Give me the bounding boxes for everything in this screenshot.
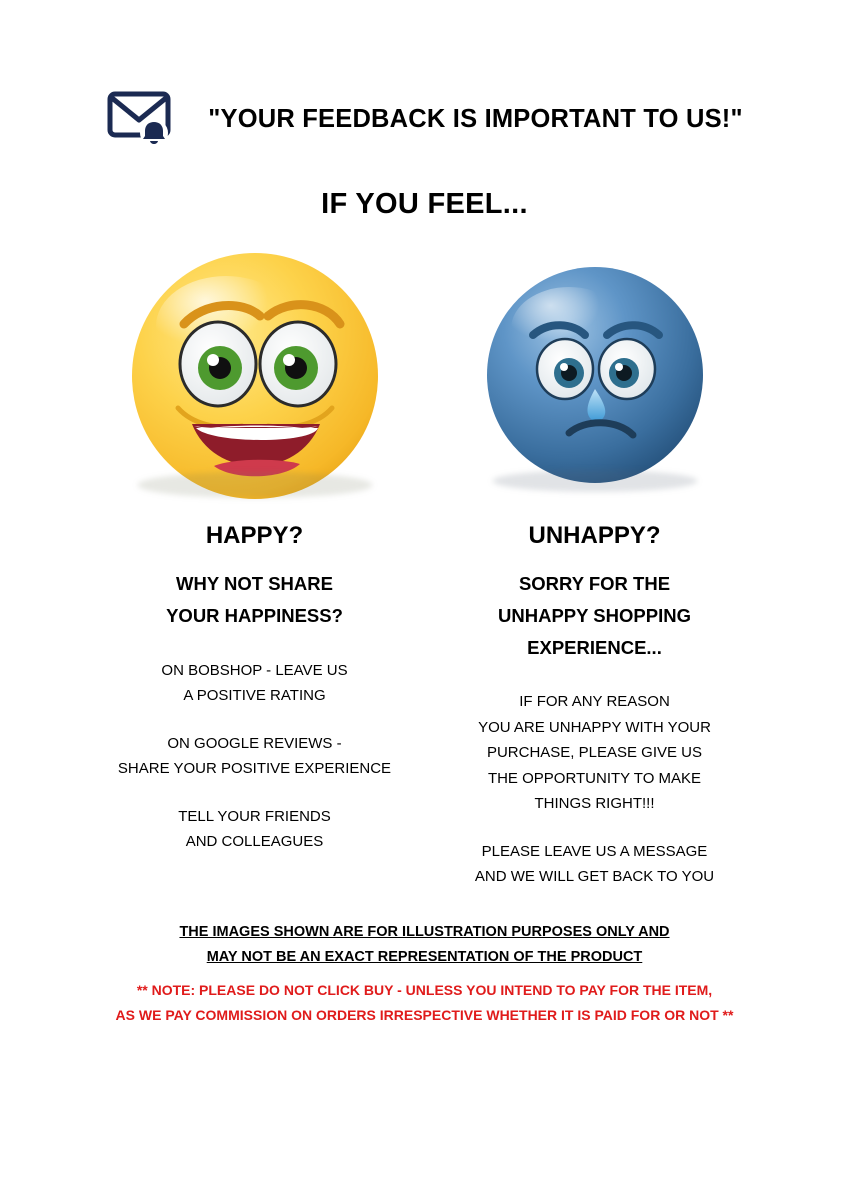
- happy-body-line: A POSITIVE RATING: [183, 687, 326, 705]
- mail-bell-icon: [106, 88, 180, 150]
- happy-body-line: ON GOOGLE REVIEWS -: [167, 734, 342, 752]
- footer: [0, 920, 849, 1028]
- happy-subtitle-line: YOUR HAPPINESS?: [166, 604, 343, 626]
- unhappy-body-line: AND WE WILL GET BACK TO YOU: [474, 868, 715, 886]
- unhappy-title: UNHAPPY?: [528, 522, 661, 549]
- happy-subtitle: [85, 568, 425, 632]
- subheading: IF YOU FEEL...: [321, 188, 528, 220]
- happy-paragraph: [85, 658, 425, 709]
- feedback-columns: [0, 241, 849, 890]
- happy-paragraph: [85, 804, 425, 855]
- unhappy-subtitle-line: EXPERIENCE...: [527, 636, 662, 658]
- unhappy-face-shadow: [492, 470, 697, 492]
- happy-title: HAPPY?: [205, 522, 304, 549]
- disclaimer-line: THE IMAGES SHOWN ARE FOR ILLUSTRATION PURPOSES ONLY AND: [179, 924, 670, 940]
- unhappy-subtitle-line: UNHAPPY SHOPPING: [498, 604, 691, 626]
- unhappy-face-wrap: [425, 241, 765, 516]
- happy-face-shadow: [137, 472, 372, 498]
- disclaimer-line: MAY NOT BE AN EXACT REPRESENTATION OF THE PRODUCT: [206, 949, 643, 966]
- happy-body-line: AND COLLEAGUES: [185, 833, 324, 851]
- unhappy-body-line: PLEASE LEAVE US A MESSAGE: [481, 842, 708, 860]
- happy-body-line: SHARE YOUR POSITIVE EXPERIENCE: [117, 760, 392, 778]
- unhappy-body-line: IF FOR ANY REASON: [519, 693, 670, 711]
- happy-body: [85, 658, 425, 855]
- unhappy-subtitle: [425, 568, 765, 663]
- header: [0, 0, 849, 150]
- purchase-note-line: AS WE PAY COMMISSION ON ORDERS IRRESPECTIVE WHETHER IT IS PAID FOR OR NOT **: [115, 1006, 734, 1023]
- purchase-note: [0, 978, 849, 1028]
- happy-column: [85, 241, 425, 890]
- happy-subtitle-line: WHY NOT SHARE: [176, 573, 333, 594]
- unhappy-body: [425, 689, 765, 890]
- page-title: "YOUR FEEDBACK IS IMPORTANT TO US!": [208, 104, 743, 133]
- unhappy-paragraph: [425, 689, 765, 817]
- happy-body-line: TELL YOUR FRIENDS: [178, 807, 331, 825]
- purchase-note-line: ** NOTE: PLEASE DO NOT CLICK BUY - UNLESS YOU INTEND TO PAY FOR THE ITEM,: [136, 981, 713, 998]
- unhappy-body-line: THINGS RIGHT!!!: [534, 795, 655, 813]
- sad-face-emoji: [477, 261, 713, 497]
- happy-body-line: ON BOBSHOP - LEAVE US: [161, 661, 348, 679]
- unhappy-subtitle-line: SORRY FOR THE: [518, 573, 671, 594]
- unhappy-column: [425, 241, 765, 890]
- happy-paragraph: [85, 731, 425, 782]
- happy-face-emoji: [122, 248, 388, 510]
- unhappy-paragraph: [425, 839, 765, 890]
- unhappy-body-line: PURCHASE, PLEASE GIVE US: [486, 744, 703, 762]
- happy-face-wrap: [85, 241, 425, 516]
- disclaimer: [0, 920, 849, 971]
- unhappy-body-line: THE OPPORTUNITY TO MAKE: [487, 769, 702, 787]
- unhappy-body-line: YOU ARE UNHAPPY WITH YOUR: [478, 718, 711, 736]
